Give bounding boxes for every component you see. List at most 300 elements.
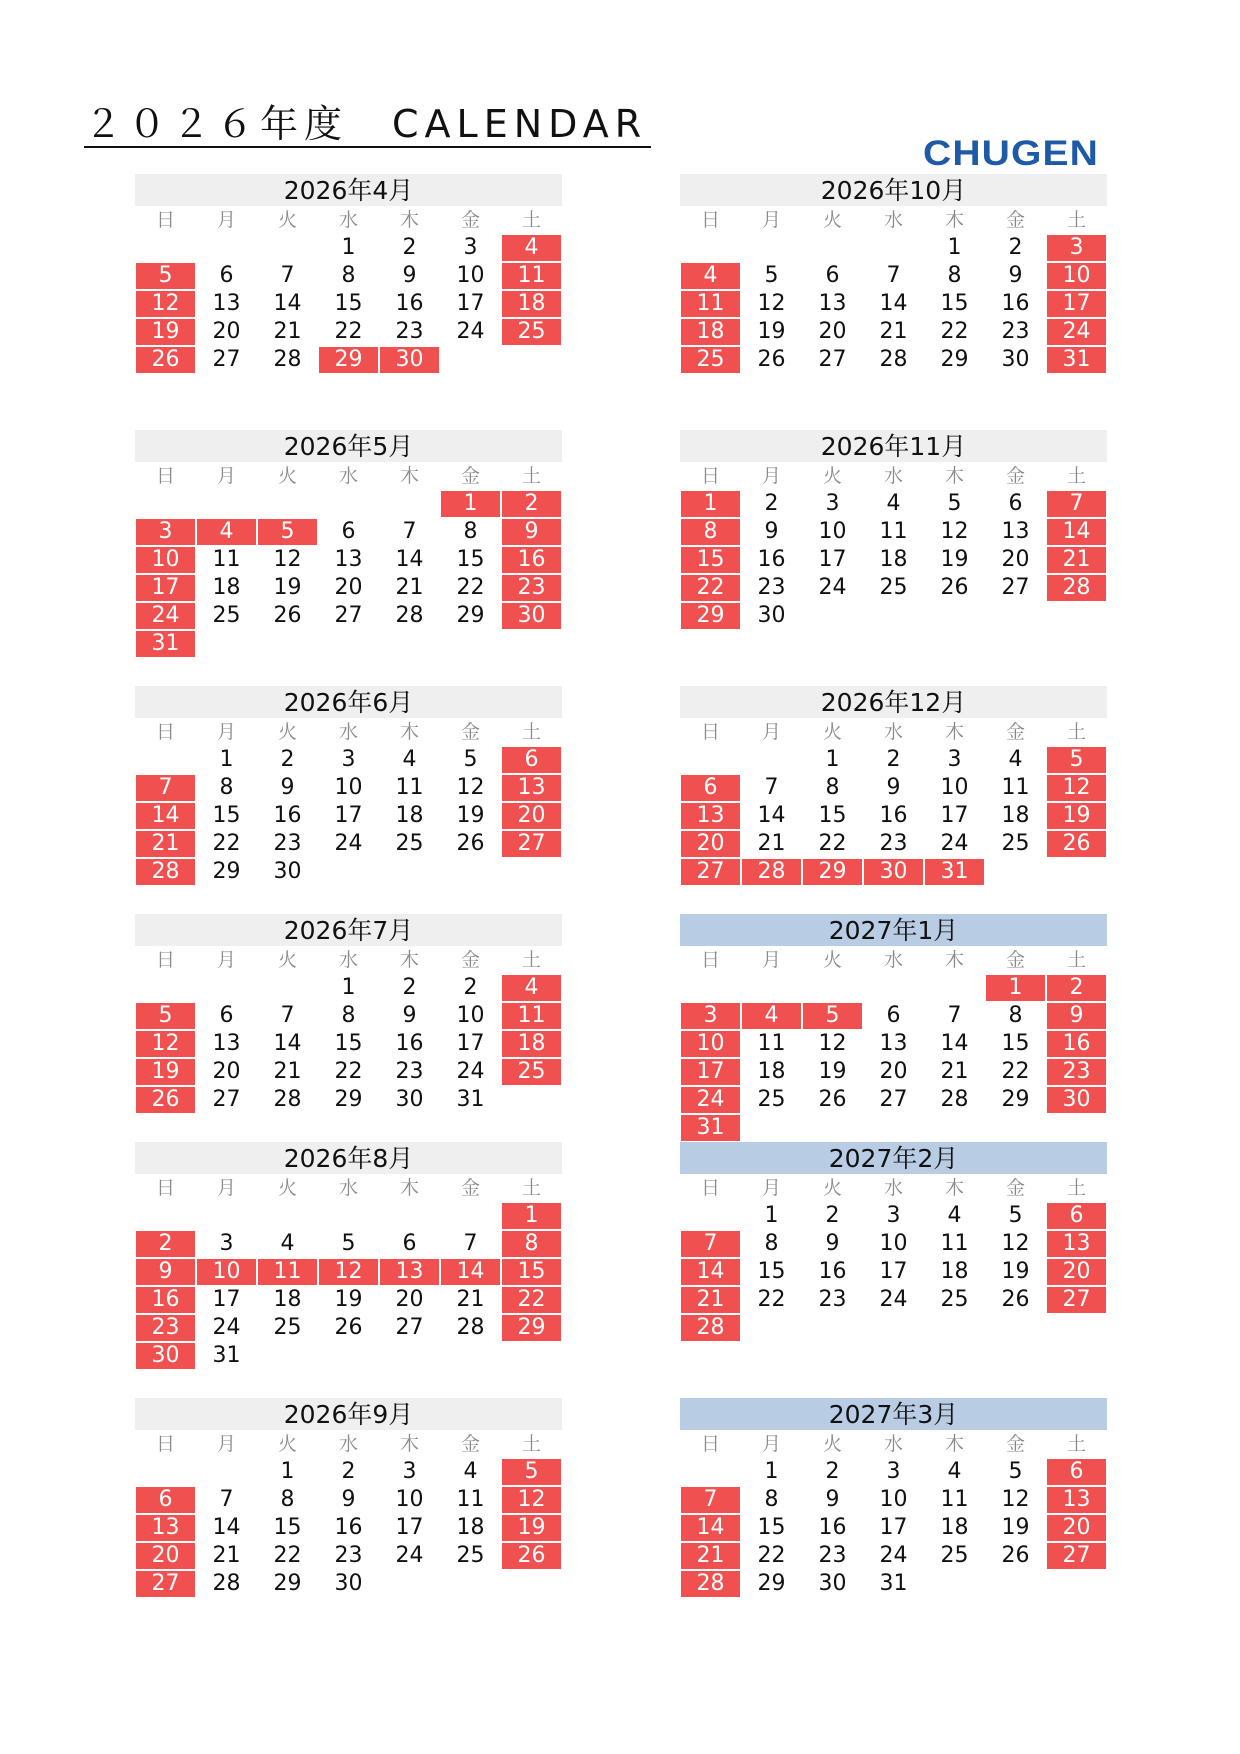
- date-cell: 1: [341, 975, 356, 1000]
- date-cell: 8: [280, 1487, 295, 1512]
- month-title: 2027年2月: [680, 1142, 1107, 1174]
- date-cell: 8: [825, 775, 840, 800]
- date-cell: 24: [879, 1543, 908, 1568]
- holiday-date: 9: [502, 519, 561, 545]
- holiday-date: 26: [1047, 831, 1106, 857]
- holiday-date: 27: [681, 859, 740, 885]
- weekday-label: 日: [155, 1177, 175, 1199]
- date-cell: 10: [818, 519, 847, 544]
- holiday-date: 10: [681, 1031, 740, 1057]
- date-cell: 28: [456, 1315, 485, 1340]
- weekday-label: 木: [399, 1177, 419, 1199]
- holiday-date: 6: [136, 1487, 195, 1513]
- empty-cell: [803, 235, 862, 261]
- date-cell: 1: [764, 1459, 779, 1484]
- holiday-date: 7: [1047, 491, 1106, 517]
- holiday-date: 7: [136, 775, 195, 801]
- date-cell: 15: [334, 291, 363, 316]
- holiday-date: 4: [742, 1003, 801, 1029]
- weekday-label: 火: [277, 949, 297, 971]
- date-cell: 10: [334, 775, 363, 800]
- holiday-date: 13: [502, 775, 561, 801]
- date-cell: 12: [456, 775, 485, 800]
- empty-cell: [136, 1203, 195, 1229]
- holiday-date: 13: [1047, 1487, 1106, 1513]
- weekday-label: 火: [277, 209, 297, 231]
- date-cell: 19: [1001, 1259, 1030, 1284]
- date-cell: 11: [940, 1231, 969, 1256]
- date-cell: 28: [212, 1571, 241, 1596]
- weekday-label: 火: [277, 1433, 297, 1455]
- date-cell: 8: [764, 1487, 779, 1512]
- date-cell: 25: [940, 1543, 969, 1568]
- date-cell: 24: [212, 1315, 241, 1340]
- date-cell: 1: [764, 1203, 779, 1228]
- weekday-label: 日: [155, 1433, 175, 1455]
- date-cell: 2: [402, 975, 417, 1000]
- date-cell: 19: [1001, 1515, 1030, 1540]
- holiday-date: 25: [681, 347, 740, 373]
- date-cell: 12: [273, 547, 302, 572]
- date-cell: 26: [1001, 1287, 1030, 1312]
- date-cell: 29: [212, 859, 241, 884]
- holiday-date: 12: [136, 1031, 195, 1057]
- empty-cell: [380, 491, 439, 517]
- date-cell: 15: [1001, 1031, 1030, 1056]
- date-cell: 5: [1008, 1459, 1023, 1484]
- holiday-date: 25: [502, 319, 561, 345]
- date-cell: 30: [1001, 347, 1030, 372]
- date-cell: 9: [886, 775, 901, 800]
- weekday-label: 木: [399, 465, 419, 487]
- date-cell: 20: [212, 1059, 241, 1084]
- date-cell: 20: [879, 1059, 908, 1084]
- date-cell: 4: [947, 1459, 962, 1484]
- date-cell: 11: [757, 1031, 786, 1056]
- date-cell: 18: [940, 1259, 969, 1284]
- date-cell: 22: [334, 319, 363, 344]
- holiday-date: 29: [319, 347, 378, 373]
- month-block: [680, 1142, 1107, 1342]
- date-cell: 5: [764, 263, 779, 288]
- date-cell: 18: [940, 1515, 969, 1540]
- empty-cell: [258, 235, 317, 261]
- holiday-date: 31: [925, 859, 984, 885]
- date-cell: 3: [825, 491, 840, 516]
- empty-cell: [864, 975, 923, 1001]
- date-cell: 7: [280, 1003, 295, 1028]
- empty-cell: [319, 491, 378, 517]
- holiday-date: 6: [1047, 1203, 1106, 1229]
- weekday-label: 水: [338, 721, 358, 743]
- holiday-date: 11: [681, 291, 740, 317]
- date-cell: 17: [212, 1287, 241, 1312]
- date-cell: 6: [219, 263, 234, 288]
- day-grid: [135, 946, 562, 1114]
- holiday-date: 18: [502, 291, 561, 317]
- month-block: [135, 174, 562, 374]
- holiday-date: 21: [1047, 547, 1106, 573]
- weekday-label: 日: [700, 1433, 720, 1455]
- weekday-label: 土: [1066, 465, 1086, 487]
- holiday-date: 14: [441, 1259, 500, 1285]
- date-cell: 10: [940, 775, 969, 800]
- weekday-label: 水: [883, 1177, 903, 1199]
- weekday-label: 木: [944, 949, 964, 971]
- date-cell: 8: [463, 519, 478, 544]
- weekday-label: 火: [277, 721, 297, 743]
- weekday-label: 水: [883, 949, 903, 971]
- holiday-date: 2: [1047, 975, 1106, 1001]
- date-cell: 18: [757, 1059, 786, 1084]
- holiday-date: 3: [1047, 235, 1106, 261]
- date-cell: 7: [463, 1231, 478, 1256]
- weekday-label: 月: [761, 721, 781, 743]
- weekday-label: 月: [761, 465, 781, 487]
- date-cell: 10: [879, 1231, 908, 1256]
- date-cell: 23: [334, 1543, 363, 1568]
- date-cell: 20: [334, 575, 363, 600]
- date-cell: 4: [402, 747, 417, 772]
- holiday-date: 5: [1047, 747, 1106, 773]
- weekday-label: 月: [761, 949, 781, 971]
- date-cell: 1: [341, 235, 356, 260]
- holiday-date: 21: [681, 1543, 740, 1569]
- date-cell: 20: [212, 319, 241, 344]
- day-grid: [680, 206, 1107, 374]
- weekday-label: 日: [700, 949, 720, 971]
- holiday-date: 5: [136, 1003, 195, 1029]
- weekday-label: 火: [277, 465, 297, 487]
- holiday-date: 4: [197, 519, 256, 545]
- weekday-label: 火: [822, 721, 842, 743]
- date-cell: 22: [757, 1287, 786, 1312]
- weekday-label: 金: [460, 949, 480, 971]
- empty-cell: [319, 1203, 378, 1229]
- empty-cell: [136, 975, 195, 1001]
- date-cell: 21: [395, 575, 424, 600]
- date-cell: 26: [456, 831, 485, 856]
- holiday-date: 27: [502, 831, 561, 857]
- weekday-label: 金: [1005, 465, 1025, 487]
- date-cell: 28: [395, 603, 424, 628]
- date-cell: 22: [757, 1543, 786, 1568]
- date-cell: 16: [879, 803, 908, 828]
- date-cell: 14: [273, 1031, 302, 1056]
- holiday-date: 20: [1047, 1259, 1106, 1285]
- holiday-date: 11: [258, 1259, 317, 1285]
- date-cell: 16: [334, 1515, 363, 1540]
- holiday-date: 23: [1047, 1059, 1106, 1085]
- date-cell: 15: [456, 547, 485, 572]
- date-cell: 2: [825, 1203, 840, 1228]
- date-cell: 16: [1001, 291, 1030, 316]
- date-cell: 9: [825, 1487, 840, 1512]
- date-cell: 6: [886, 1003, 901, 1028]
- month-title: 2027年3月: [680, 1398, 1107, 1430]
- holiday-date: 7: [681, 1231, 740, 1257]
- date-cell: 19: [456, 803, 485, 828]
- date-cell: 13: [212, 291, 241, 316]
- date-cell: 28: [879, 347, 908, 372]
- date-cell: 12: [940, 519, 969, 544]
- date-cell: 21: [757, 831, 786, 856]
- date-cell: 24: [395, 1543, 424, 1568]
- date-cell: 4: [280, 1231, 295, 1256]
- empty-cell: [681, 975, 740, 1001]
- date-cell: 31: [456, 1087, 485, 1112]
- date-cell: 18: [456, 1515, 485, 1540]
- date-cell: 27: [818, 347, 847, 372]
- date-cell: 18: [395, 803, 424, 828]
- date-cell: 7: [764, 775, 779, 800]
- weekday-label: 火: [822, 465, 842, 487]
- holiday-date: 13: [380, 1259, 439, 1285]
- holiday-date: 26: [502, 1543, 561, 1569]
- date-cell: 19: [334, 1287, 363, 1312]
- date-cell: 14: [940, 1031, 969, 1056]
- weekday-label: 日: [700, 721, 720, 743]
- date-cell: 9: [1008, 263, 1023, 288]
- date-cell: 29: [1001, 1087, 1030, 1112]
- holiday-date: 30: [502, 603, 561, 629]
- date-cell: 1: [947, 235, 962, 260]
- day-grid: [135, 462, 562, 658]
- month-title: 2026年8月: [135, 1142, 562, 1174]
- month-block: [135, 430, 562, 658]
- date-cell: 13: [879, 1031, 908, 1056]
- empty-cell: [681, 1459, 740, 1485]
- date-cell: 6: [219, 1003, 234, 1028]
- month-block: [680, 1398, 1107, 1598]
- date-cell: 27: [334, 603, 363, 628]
- date-cell: 26: [1001, 1543, 1030, 1568]
- date-cell: 31: [879, 1571, 908, 1596]
- holiday-date: 28: [681, 1315, 740, 1341]
- holiday-date: 20: [1047, 1515, 1106, 1541]
- date-cell: 10: [456, 263, 485, 288]
- holiday-date: 5: [258, 519, 317, 545]
- date-cell: 15: [818, 803, 847, 828]
- holiday-date: 27: [136, 1571, 195, 1597]
- date-cell: 14: [212, 1515, 241, 1540]
- holiday-date: 16: [136, 1287, 195, 1313]
- weekday-label: 水: [338, 209, 358, 231]
- date-cell: 17: [818, 547, 847, 572]
- month-title: 2027年1月: [680, 914, 1107, 946]
- holiday-date: 27: [1047, 1543, 1106, 1569]
- date-cell: 10: [395, 1487, 424, 1512]
- date-cell: 6: [825, 263, 840, 288]
- holiday-date: 17: [136, 575, 195, 601]
- date-cell: 30: [395, 1087, 424, 1112]
- holiday-date: 30: [864, 859, 923, 885]
- date-cell: 8: [219, 775, 234, 800]
- holiday-date: 10: [197, 1259, 256, 1285]
- holiday-date: 26: [136, 347, 195, 373]
- holiday-date: 12: [1047, 775, 1106, 801]
- date-cell: 11: [1001, 775, 1030, 800]
- date-cell: 4: [1008, 747, 1023, 772]
- holiday-date: 27: [1047, 1287, 1106, 1313]
- weekday-label: 土: [1066, 209, 1086, 231]
- date-cell: 27: [395, 1315, 424, 1340]
- holiday-date: 28: [681, 1571, 740, 1597]
- date-cell: 25: [879, 575, 908, 600]
- date-cell: 3: [947, 747, 962, 772]
- holiday-date: 8: [502, 1231, 561, 1257]
- holiday-date: 3: [136, 519, 195, 545]
- weekday-label: 金: [460, 209, 480, 231]
- date-cell: 3: [402, 1459, 417, 1484]
- date-cell: 2: [463, 975, 478, 1000]
- holiday-date: 18: [502, 1031, 561, 1057]
- month-title: 2026年7月: [135, 914, 562, 946]
- empty-cell: [197, 491, 256, 517]
- weekday-label: 土: [1066, 1433, 1086, 1455]
- weekday-label: 土: [521, 1433, 541, 1455]
- date-cell: 11: [212, 547, 241, 572]
- date-cell: 16: [273, 803, 302, 828]
- date-cell: 2: [886, 747, 901, 772]
- holiday-date: 30: [136, 1343, 195, 1369]
- holiday-date: 18: [681, 319, 740, 345]
- date-cell: 18: [1001, 803, 1030, 828]
- date-cell: 16: [818, 1259, 847, 1284]
- holiday-date: 14: [681, 1259, 740, 1285]
- date-cell: 15: [212, 803, 241, 828]
- date-cell: 21: [212, 1543, 241, 1568]
- date-cell: 23: [879, 831, 908, 856]
- empty-cell: [864, 235, 923, 261]
- weekday-label: 火: [822, 949, 842, 971]
- weekday-label: 金: [1005, 721, 1025, 743]
- date-cell: 23: [818, 1543, 847, 1568]
- date-cell: 25: [757, 1087, 786, 1112]
- empty-cell: [681, 1203, 740, 1229]
- date-cell: 29: [757, 1571, 786, 1596]
- holiday-date: 1: [986, 975, 1045, 1001]
- holiday-date: 19: [136, 319, 195, 345]
- date-cell: 26: [757, 347, 786, 372]
- date-cell: 29: [334, 1087, 363, 1112]
- holiday-date: 29: [681, 603, 740, 629]
- date-cell: 24: [879, 1287, 908, 1312]
- holiday-date: 6: [681, 775, 740, 801]
- date-cell: 14: [273, 291, 302, 316]
- date-cell: 2: [1008, 235, 1023, 260]
- holiday-date: 13: [1047, 1231, 1106, 1257]
- date-cell: 16: [757, 547, 786, 572]
- date-cell: 25: [212, 603, 241, 628]
- date-cell: 13: [1001, 519, 1030, 544]
- date-cell: 6: [341, 519, 356, 544]
- date-cell: 6: [402, 1231, 417, 1256]
- empty-cell: [258, 491, 317, 517]
- weekday-label: 土: [521, 721, 541, 743]
- month-title: 2026年12月: [680, 686, 1107, 718]
- date-cell: 30: [818, 1571, 847, 1596]
- page-title: ２０２６年度 CALENDAR: [84, 102, 651, 148]
- month-block: [135, 1142, 562, 1370]
- date-cell: 25: [1001, 831, 1030, 856]
- day-grid: [135, 1430, 562, 1598]
- holiday-date: 14: [1047, 519, 1106, 545]
- date-cell: 20: [818, 319, 847, 344]
- date-cell: 3: [463, 235, 478, 260]
- weekday-label: 火: [822, 209, 842, 231]
- date-cell: 15: [273, 1515, 302, 1540]
- holiday-date: 26: [136, 1087, 195, 1113]
- date-cell: 5: [463, 747, 478, 772]
- date-cell: 22: [1001, 1059, 1030, 1084]
- date-cell: 18: [212, 575, 241, 600]
- date-cell: 19: [757, 319, 786, 344]
- weekday-label: 火: [822, 1177, 842, 1199]
- holiday-date: 20: [136, 1543, 195, 1569]
- weekday-label: 水: [883, 1433, 903, 1455]
- holiday-date: 4: [502, 975, 561, 1001]
- date-cell: 11: [456, 1487, 485, 1512]
- weekday-label: 日: [700, 209, 720, 231]
- day-grid: [680, 1430, 1107, 1598]
- weekday-label: 木: [944, 465, 964, 487]
- date-cell: 26: [273, 603, 302, 628]
- date-cell: 27: [212, 1087, 241, 1112]
- date-cell: 12: [757, 291, 786, 316]
- holiday-date: 21: [681, 1287, 740, 1313]
- holiday-date: 17: [681, 1059, 740, 1085]
- date-cell: 11: [395, 775, 424, 800]
- holiday-date: 1: [502, 1203, 561, 1229]
- empty-cell: [803, 975, 862, 1001]
- date-cell: 11: [940, 1487, 969, 1512]
- date-cell: 4: [463, 1459, 478, 1484]
- date-cell: 9: [341, 1487, 356, 1512]
- date-cell: 23: [757, 575, 786, 600]
- holiday-date: 16: [1047, 1031, 1106, 1057]
- date-cell: 9: [764, 519, 779, 544]
- date-cell: 1: [825, 747, 840, 772]
- weekday-label: 金: [1005, 949, 1025, 971]
- holiday-date: 11: [502, 1003, 561, 1029]
- date-cell: 5: [1008, 1203, 1023, 1228]
- date-cell: 27: [212, 347, 241, 372]
- date-cell: 22: [273, 1543, 302, 1568]
- weekday-label: 水: [338, 949, 358, 971]
- date-cell: 26: [818, 1087, 847, 1112]
- holiday-date: 10: [136, 547, 195, 573]
- date-cell: 22: [940, 319, 969, 344]
- holiday-date: 9: [1047, 1003, 1106, 1029]
- holiday-date: 13: [136, 1515, 195, 1541]
- date-cell: 23: [818, 1287, 847, 1312]
- weekday-label: 火: [822, 1433, 842, 1455]
- empty-cell: [197, 235, 256, 261]
- date-cell: 7: [280, 263, 295, 288]
- weekday-label: 月: [761, 209, 781, 231]
- empty-cell: [136, 491, 195, 517]
- holiday-date: 31: [681, 1115, 740, 1141]
- holiday-date: 15: [681, 547, 740, 573]
- date-cell: 2: [825, 1459, 840, 1484]
- date-cell: 7: [947, 1003, 962, 1028]
- date-cell: 14: [395, 547, 424, 572]
- day-grid: [680, 1174, 1107, 1342]
- weekday-label: 月: [216, 1433, 236, 1455]
- holiday-date: 19: [1047, 803, 1106, 829]
- weekday-label: 木: [944, 1433, 964, 1455]
